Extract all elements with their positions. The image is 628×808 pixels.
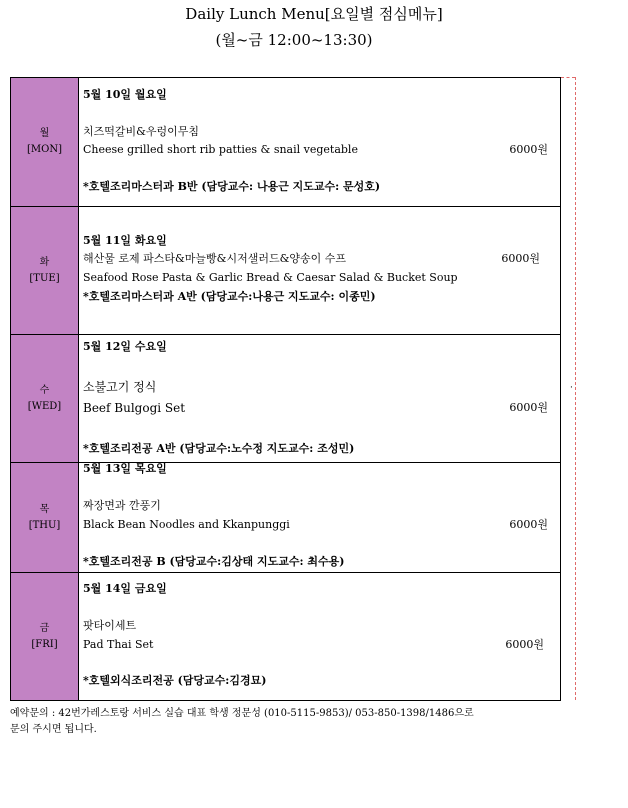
menu-name-ko: 짜장면과 깐풍기 (83, 499, 161, 512)
margin-mark: · (570, 383, 573, 393)
menu-name-en: Cheese grilled short rib patties & snail vegetable (83, 143, 358, 156)
menu-row-thu (11, 463, 561, 573)
menu-date: 5월 13일 목요일 (83, 462, 167, 475)
menu-price: 6000원 (509, 401, 548, 414)
menu-price: 6000원 (505, 638, 544, 651)
menu-name-ko: 치즈떡갈비&우렁이무침 (83, 125, 200, 138)
menu-price: 6000원 (509, 518, 548, 531)
reservation-line-1: 예약문의 : 42번가레스토랑 서비스 실습 대표 학생 정문성 (010-5115-9853)/ 053-850-1398/1486으로 (10, 708, 474, 719)
menu-date: 5월 14일 금요일 (83, 582, 167, 595)
menu-title: Daily Lunch Menu[요일별 점심메뉴] (185, 5, 443, 23)
page-margin-guide (575, 77, 576, 700)
menu-content-wed (79, 335, 561, 463)
weekly-menu-table (10, 77, 561, 701)
day-en: [FRI] (31, 638, 58, 650)
day-cell-tue (11, 207, 79, 335)
menu-hours: (월~금 12:00~13:30) (215, 31, 373, 49)
menu-price: 6000원 (501, 252, 540, 265)
menu-price: 6000원 (509, 143, 548, 156)
menu-name-ko: 팟타이세트 (83, 619, 137, 632)
menu-content-mon (79, 78, 561, 207)
menu-name-en: Black Bean Noodles and Kkanpunggi (83, 518, 290, 531)
menu-row-fri (11, 573, 561, 701)
menu-name-en: Pad Thai Set (83, 638, 154, 651)
menu-date: 5월 10일 월요일 (83, 88, 167, 101)
menu-row-tue (11, 207, 561, 335)
menu-content-tue (79, 207, 561, 335)
menu-note: *호텔조리마스터과 B반 (담당교수: 나용근 지도교수: 문성호) (83, 180, 381, 193)
menu-note: *호텔외식조리전공 (담당교수:김경묘) (83, 674, 267, 687)
reservation-note (10, 706, 570, 738)
page-margin-guide-top (561, 77, 575, 78)
day-en: [THU] (28, 519, 61, 531)
menu-content-fri (79, 573, 561, 701)
menu-row-wed (11, 335, 561, 463)
day-ko: 수 (39, 384, 50, 396)
day-cell-fri (11, 573, 79, 701)
reservation-line-2: 문의 주시면 됩니다. (10, 724, 97, 735)
menu-name-en: Seafood Rose Pasta & Garlic Bread & Caesar Salad & Bucket Soup (83, 271, 458, 284)
day-cell-mon (11, 78, 79, 207)
day-cell-thu (11, 463, 79, 573)
day-en: [TUE] (29, 272, 60, 284)
day-ko: 목 (39, 503, 50, 515)
menu-name-ko: 해산물 로제 파스타&마늘빵&시저샐러드&양송이 수프 (83, 252, 347, 265)
menu-row-mon (11, 78, 561, 207)
menu-name-en: Beef Bulgogi Set (83, 401, 186, 415)
day-ko: 월 (39, 128, 50, 139)
menu-note: *호텔조리마스터과 A반 (담당교수:나용근 지도교수: 이종민) (83, 290, 376, 303)
menu-name-ko: 소불고기 정식 (83, 380, 157, 394)
menu-note: *호텔조리전공 B (담당교수:김상태 지도교수: 최수용) (83, 555, 345, 568)
menu-content-thu (79, 463, 561, 573)
menu-note: *호텔조리전공 A반 (담당교수:노수정 지도교수: 조성민) (83, 442, 355, 455)
day-ko: 금 (39, 622, 50, 634)
day-en: [WED] (27, 400, 62, 412)
menu-date: 5월 11일 화요일 (83, 234, 167, 247)
day-ko: 화 (39, 256, 50, 268)
menu-date: 5월 12일 수요일 (83, 340, 167, 353)
day-en: [MON] (27, 144, 62, 155)
day-cell-wed (11, 335, 79, 463)
